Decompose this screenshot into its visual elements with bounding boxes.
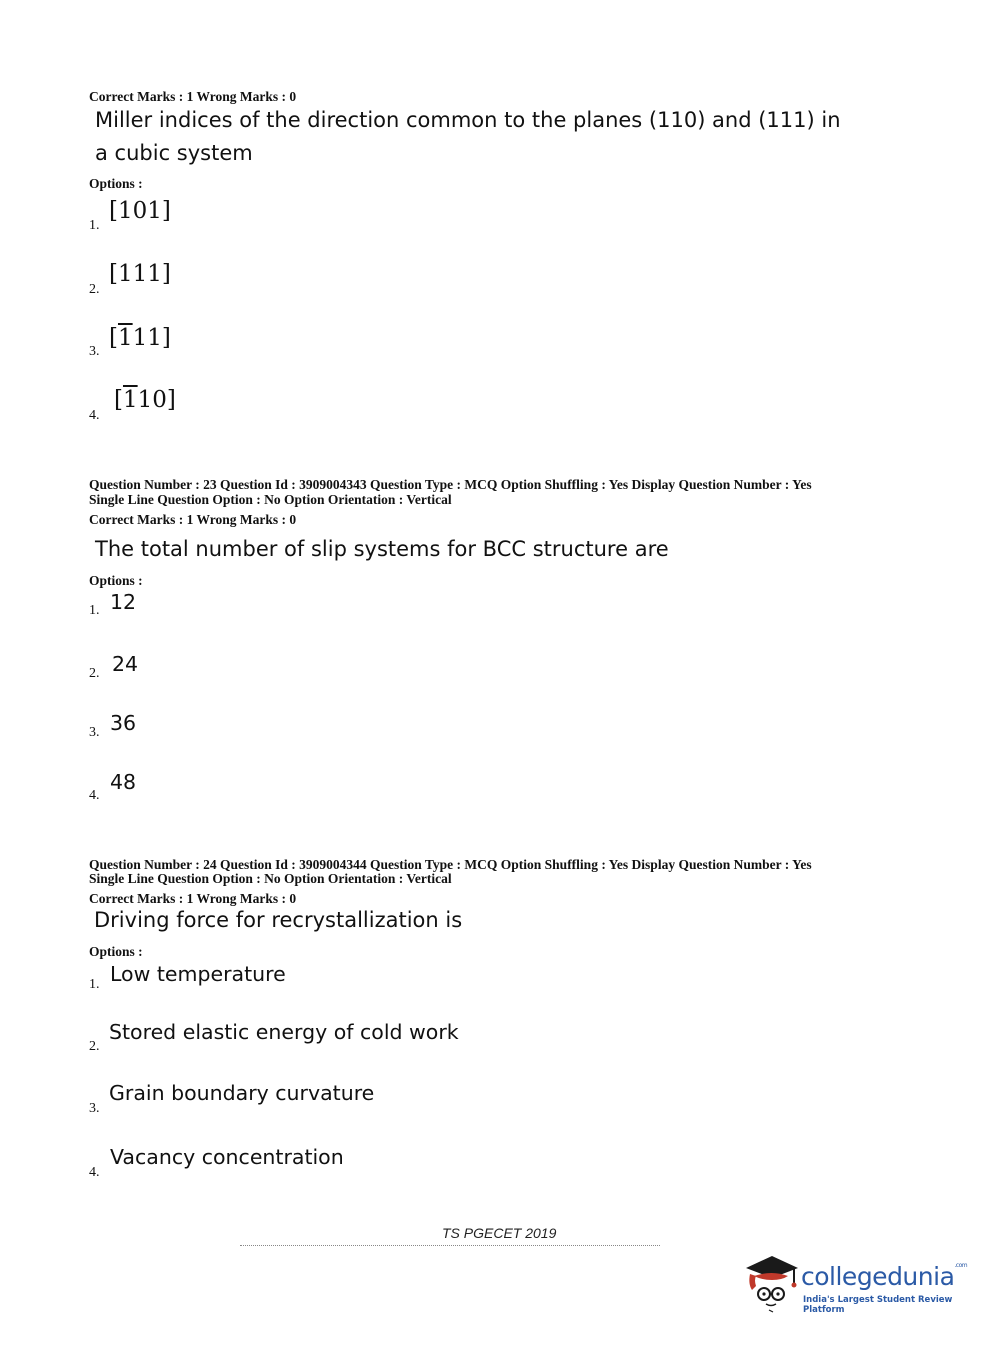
brand-tagline: India's Largest Student Review Platform bbox=[803, 1295, 953, 1315]
q23-meta-line-1: Question Number : 23 Question Id : 3909004343 Question Type : MCQ Option Shuffling : Yes Display Question Number : Yes bbox=[89, 477, 812, 492]
q23-marks: Correct Marks : 1 Wrong Marks : 0 bbox=[89, 512, 297, 527]
q23-meta-line-2: Single Line Question Option : No Option Orientation : Vertical bbox=[89, 492, 452, 507]
q23-question-text: The total number of slip systems for BCC structure are bbox=[95, 537, 669, 561]
option-number: 3. bbox=[89, 725, 100, 740]
option-value: [111] bbox=[109, 325, 171, 351]
option-number: 1. bbox=[89, 977, 100, 992]
brand-suffix: .com bbox=[954, 1262, 968, 1269]
option-number: 1. bbox=[89, 218, 100, 233]
mascot-icon bbox=[742, 1250, 800, 1314]
option-value: Stored elastic energy of cold work bbox=[109, 1020, 459, 1044]
q24-meta-line-1: Question Number : 24 Question Id : 3909004344 Question Type : MCQ Option Shuffling : Yes Display Question Number : Yes bbox=[89, 857, 812, 872]
collegedunia-logo bbox=[742, 1250, 972, 1314]
option-number: 3. bbox=[89, 344, 100, 359]
brand-name: collegedunia$^{.com}$ bbox=[801, 1262, 968, 1291]
option-number: 4. bbox=[89, 1165, 100, 1180]
option-number: 2. bbox=[89, 282, 100, 297]
q24-marks: Correct Marks : 1 Wrong Marks : 0 bbox=[89, 891, 297, 906]
option-number: 1. bbox=[89, 603, 100, 618]
q22-options-label: Options : bbox=[89, 176, 143, 191]
option-value: Grain boundary curvature bbox=[109, 1081, 375, 1105]
option-value: [110] bbox=[114, 387, 176, 413]
q24-options-label: Options : bbox=[89, 944, 143, 959]
option-number: 3. bbox=[89, 1101, 100, 1116]
option-number: 2. bbox=[89, 1039, 100, 1054]
q24-question-text: Driving force for recrystallization is bbox=[94, 908, 463, 932]
q24-meta-line-2: Single Line Question Option : No Option Orientation : Vertical bbox=[89, 871, 452, 886]
option-value: 36 bbox=[110, 711, 137, 735]
option-value: Vacancy concentration bbox=[110, 1145, 344, 1169]
option-value: 48 bbox=[110, 770, 137, 794]
option-value: [111] bbox=[109, 261, 171, 287]
footer-divider bbox=[240, 1245, 660, 1246]
option-value: 24 bbox=[112, 652, 139, 676]
q22-marks: Correct Marks : 1 Wrong Marks : 0 bbox=[89, 89, 297, 104]
q22-question-text: Miller indices of the direction common to the planes (110) and (111) in a cubic system bbox=[95, 108, 841, 165]
q23-options-label: Options : bbox=[89, 573, 143, 588]
option-value: Low temperature bbox=[110, 962, 286, 986]
footer-exam-name: TS PGECET 2019 bbox=[442, 1225, 557, 1241]
option-value: 12 bbox=[110, 590, 137, 614]
option-value: [101] bbox=[109, 198, 171, 224]
option-number: 4. bbox=[89, 408, 100, 423]
option-number: 2. bbox=[89, 666, 100, 681]
option-number: 4. bbox=[89, 788, 100, 803]
